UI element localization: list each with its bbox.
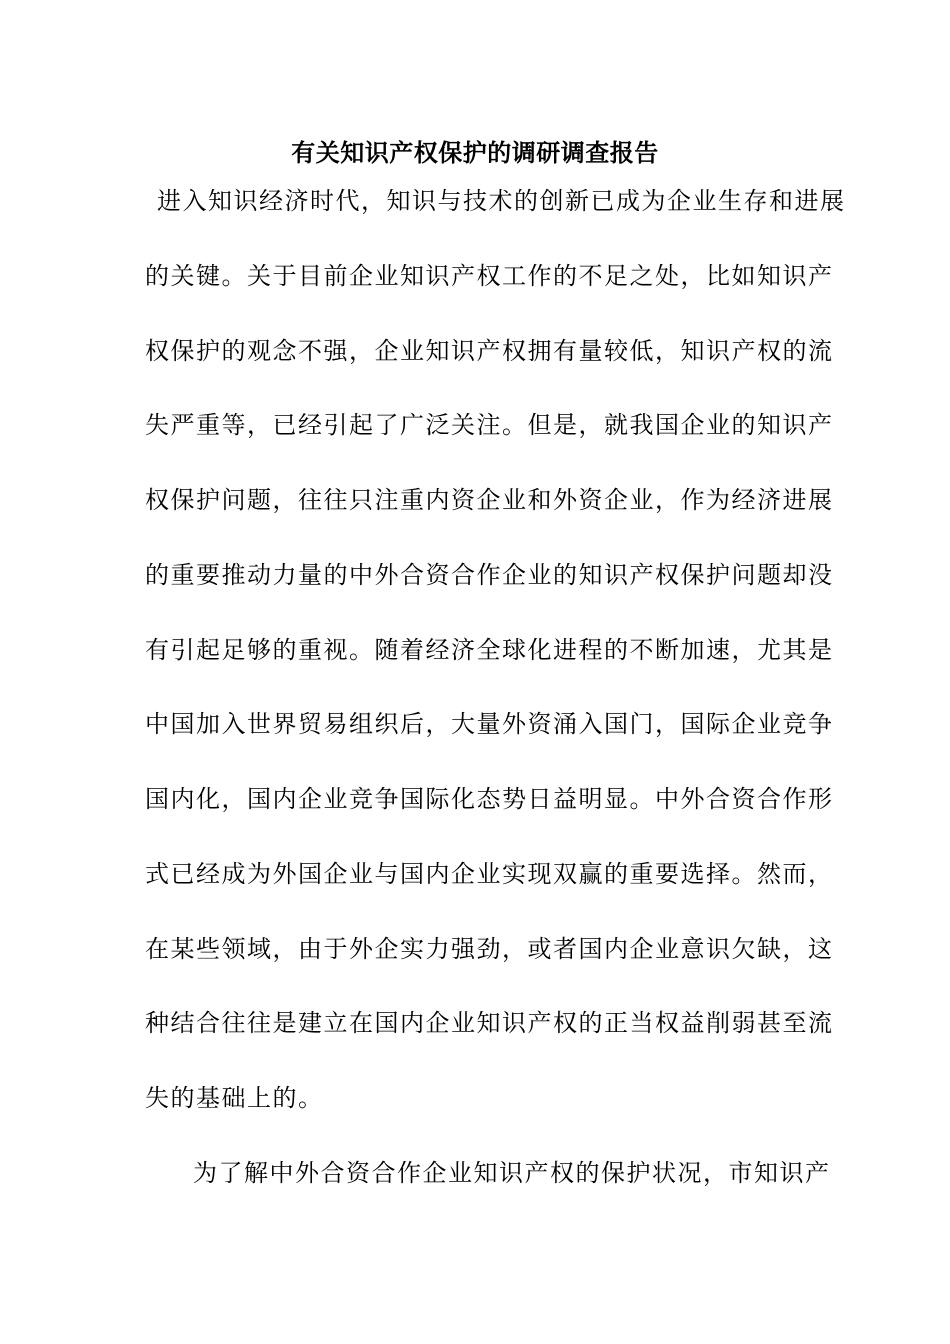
paragraph-line: 的重要推动力量的中外合资合作企业的知识产权保护问题却没 [145, 561, 834, 589]
paragraph-line: 进入知识经济时代，知识与技术的创新已成为企业生存和进展 [157, 187, 846, 215]
paragraph-line: 权保护问题，往往只注重内资企业和外资企业，作为经济进展 [145, 486, 834, 514]
paragraph-line: 为了解中外合资合作企业知识产权的保护状况，市知识产 [193, 1159, 831, 1187]
paragraph-line: 在某些领域，由于外企实力强劲，或者国内企业意识欠缺，这 [145, 935, 834, 963]
paragraph-line: 权保护的观念不强，企业知识产权拥有量较低，知识产权的流 [145, 337, 834, 365]
paragraph-line: 国内化，国内企业竞争国际化态势日益明显。中外合资合作形 [145, 785, 834, 813]
paragraph-line: 有引起足够的重视。随着经济全球化进程的不断加速，尤其是 [145, 636, 834, 664]
paragraph-line: 失严重等，已经引起了广泛关注。但是，就我国企业的知识产 [145, 411, 834, 439]
document-title: 有关知识产权保护的调研调查报告 [291, 138, 659, 167]
paragraph-line: 的关键。关于目前企业知识产权工作的不足之处，比如知识产 [145, 262, 834, 290]
paragraph-line: 种结合往往是建立在国内企业知识产权的正当权益削弱甚至流 [145, 1009, 834, 1037]
paragraph-line: 式已经成为外国企业与国内企业实现双赢的重要选择。然而， [145, 860, 834, 888]
paragraph-line: 失的基础上的。 [145, 1084, 324, 1112]
paragraph-line: 中国加入世界贸易组织后，大量外资涌入国门，国际企业竞争 [145, 710, 834, 738]
